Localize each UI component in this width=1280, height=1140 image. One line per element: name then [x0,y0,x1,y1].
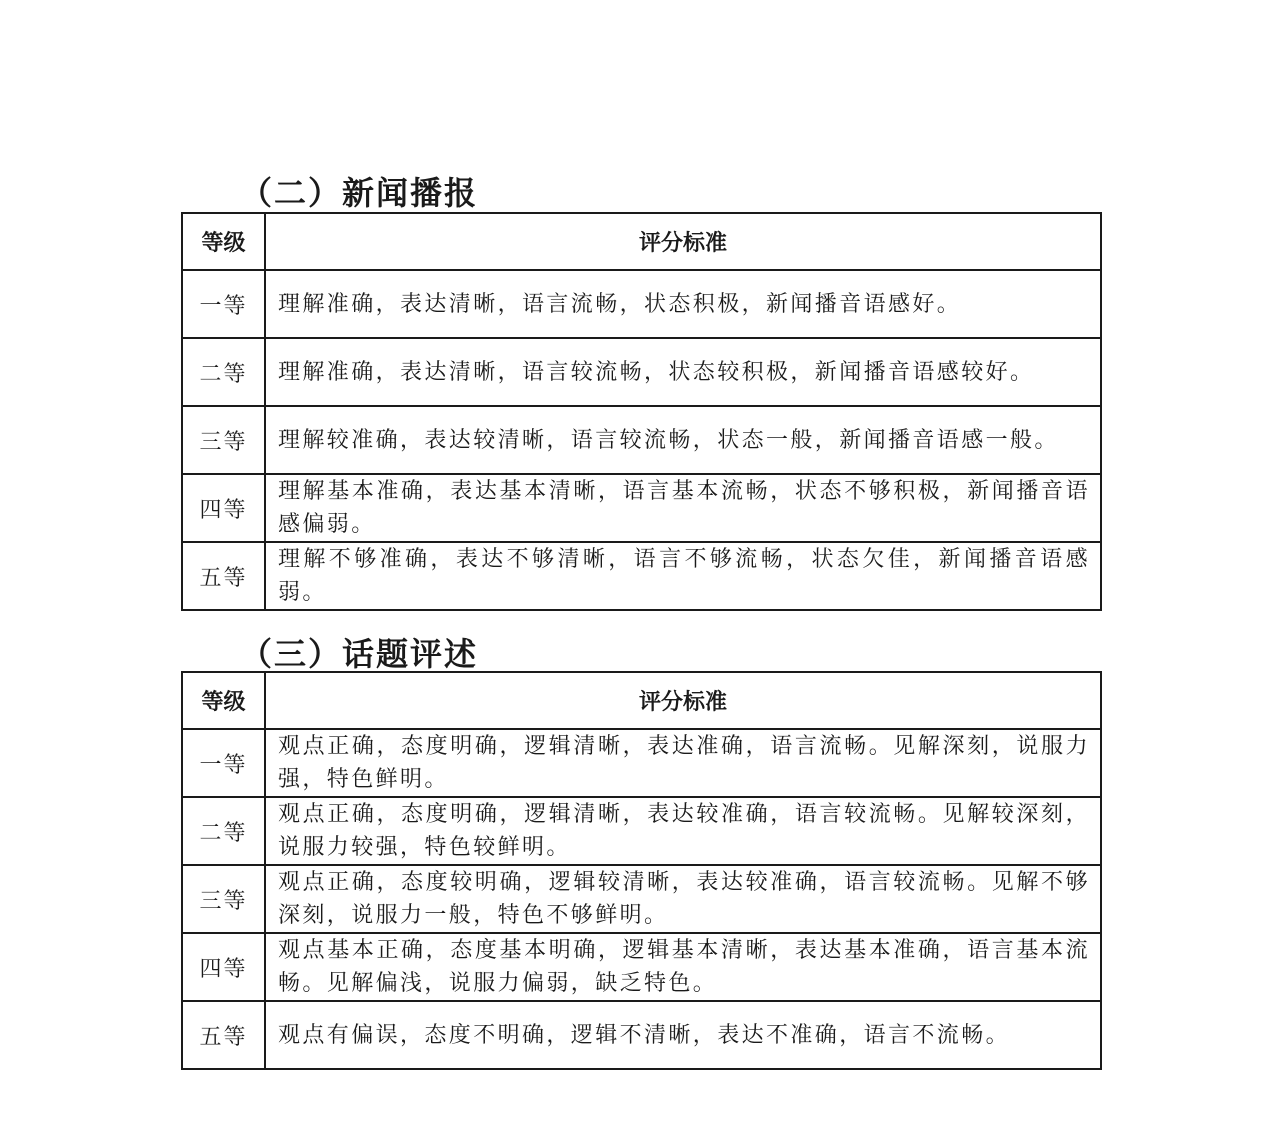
grade-criteria: 观点正确，态度明确，逻辑清晰，表达较准确，语言较流畅。见解较深刻，说服力较强，特色较鲜明。 [265,797,1101,865]
section-title-topic-commentary: （三）话题评述 [240,635,479,673]
table-row [182,797,1101,865]
grade-criteria: 观点正确，态度较明确，逻辑较清晰，表达较准确，语言较流畅。见解不够深刻，说服力一般，特色不够鲜明。 [265,865,1101,933]
grade-criteria: 观点正确，态度明确，逻辑清晰，表达准确，语言流畅。见解深刻，说服力强，特色鲜明。 [265,729,1101,797]
header-level: 等级 [182,672,265,729]
topic-commentary-grading-table [181,671,1102,1070]
grade-level: 五等 [182,1001,265,1069]
table-row [182,933,1101,1001]
header-criteria: 评分标准 [265,213,1101,270]
grade-criteria: 理解准确，表达清晰，语言流畅，状态积极，新闻播音语感好。 [265,270,1101,338]
grade-criteria: 理解准确，表达清晰，语言较流畅，状态较积极，新闻播音语感较好。 [265,338,1101,406]
table-row [182,406,1101,474]
grade-criteria: 理解较准确，表达较清晰，语言较流畅，状态一般，新闻播音语感一般。 [265,406,1101,474]
table-header-row [182,672,1101,729]
grade-level: 四等 [182,474,265,542]
grade-level: 三等 [182,406,265,474]
table-row [182,1001,1101,1069]
grade-level: 二等 [182,797,265,865]
table-row [182,338,1101,406]
grade-level: 三等 [182,865,265,933]
header-level: 等级 [182,213,265,270]
grade-level: 一等 [182,729,265,797]
table-row [182,865,1101,933]
grade-criteria: 理解不够准确，表达不够清晰，语言不够流畅，状态欠佳，新闻播音语感弱。 [265,542,1101,610]
grade-criteria: 理解基本准确，表达基本清晰，语言基本流畅，状态不够积极，新闻播音语感偏弱。 [265,474,1101,542]
table-row [182,542,1101,610]
grade-level: 二等 [182,338,265,406]
grade-level: 一等 [182,270,265,338]
grade-level: 四等 [182,933,265,1001]
news-broadcast-grading-table [181,212,1102,611]
table-row [182,474,1101,542]
grade-criteria: 观点基本正确，态度基本明确，逻辑基本清晰，表达基本准确，语言基本流畅。见解偏浅，说服力偏弱，缺乏特色。 [265,933,1101,1001]
table-row [182,729,1101,797]
table-row [182,270,1101,338]
section-title-news-broadcast: （二）新闻播报 [240,174,479,212]
grade-criteria: 观点有偏误，态度不明确，逻辑不清晰，表达不准确，语言不流畅。 [265,1001,1101,1069]
grade-level: 五等 [182,542,265,610]
table-header-row [182,213,1101,270]
header-criteria: 评分标准 [265,672,1101,729]
